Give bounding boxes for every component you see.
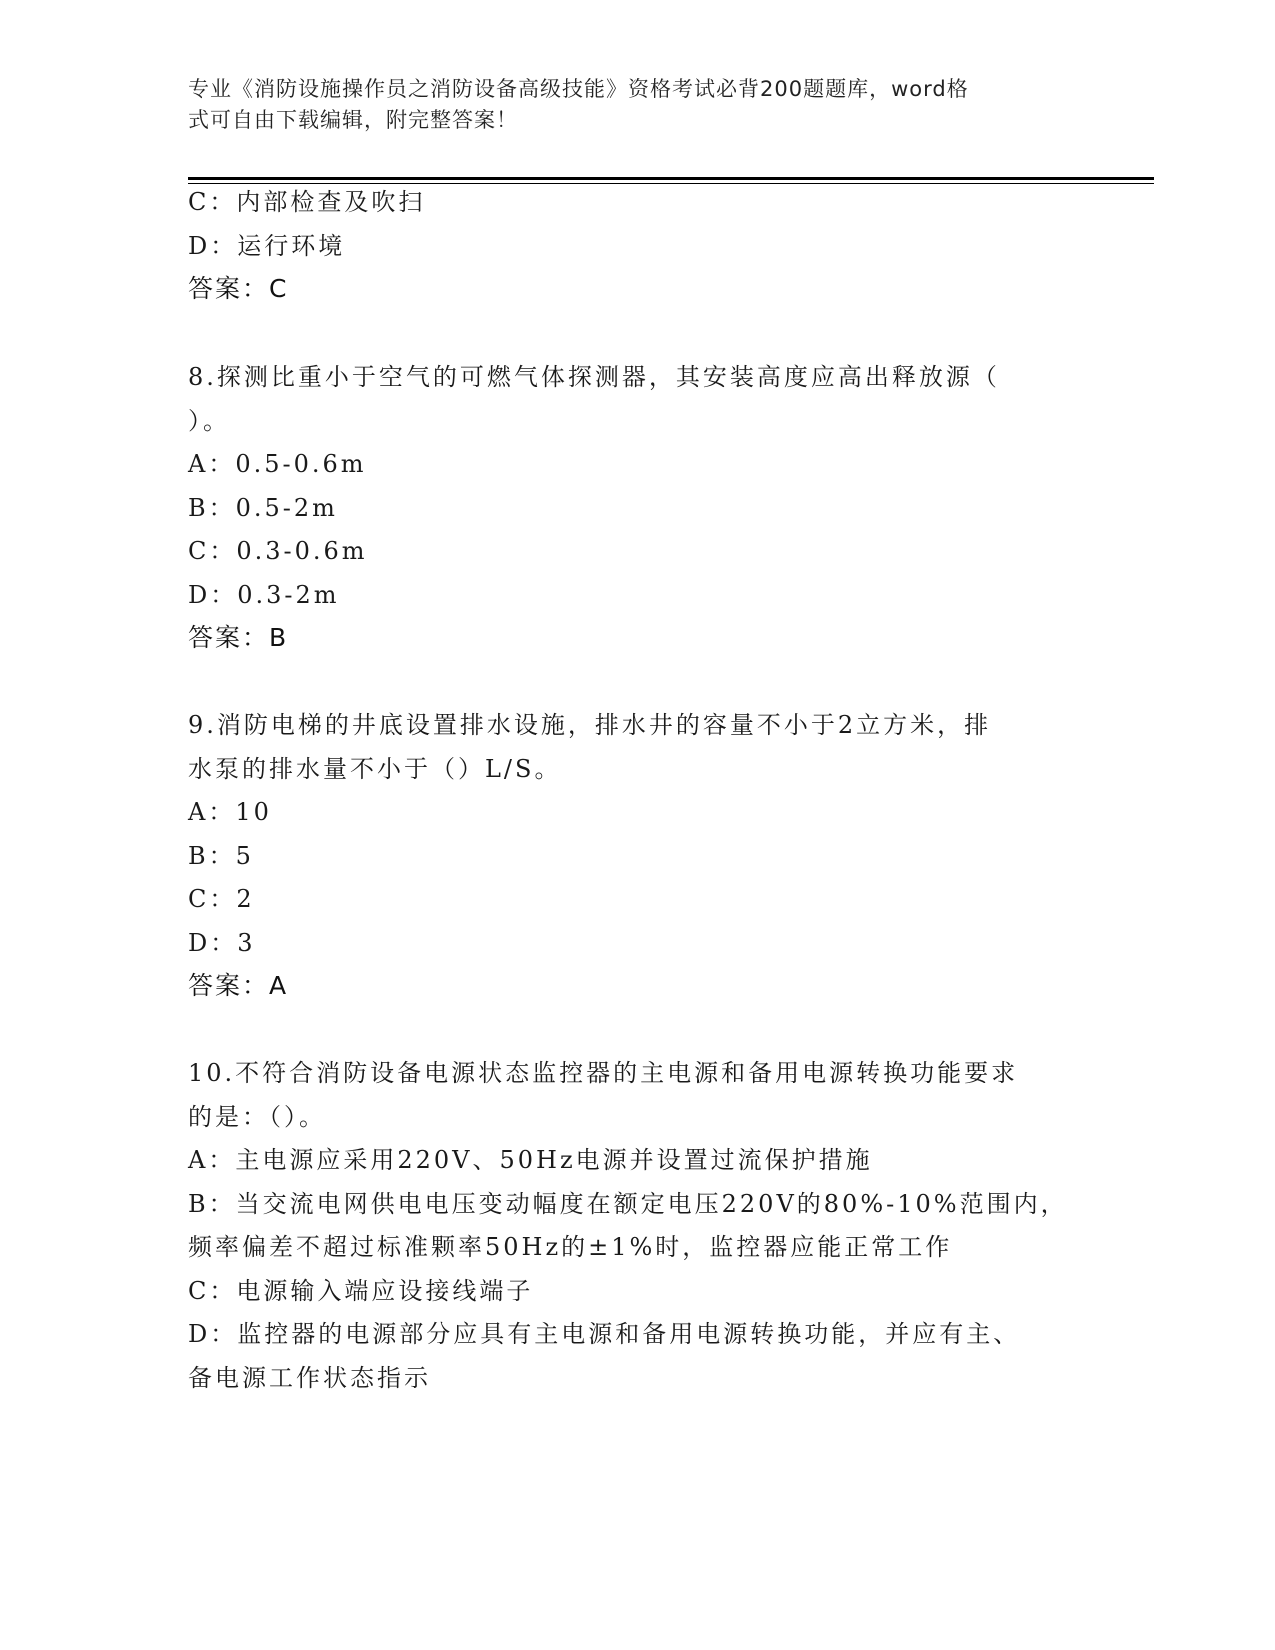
option-b-cont: 频率偏差不超过标准颗率50Hz的±1%时，监控器应能正常工作 <box>188 1233 953 1261</box>
question-9-text: 9.消防电梯的井底设置排水设施，排水井的容量不小于2立方米，排 <box>188 711 992 739</box>
question-8-text-cont: ）。 <box>188 407 230 435</box>
option-d: D：运行环境 <box>188 232 346 260</box>
question-8-text: 8.探测比重小于空气的可燃气体探测器，其安装高度应高出释放源（ <box>188 363 1000 391</box>
option-a: A：0.5-0.6m <box>188 450 367 478</box>
option-d: D：3 <box>188 929 256 957</box>
option-d: D：0.3-2m <box>188 581 340 609</box>
question-10-text-cont: 的是：（）。 <box>188 1103 326 1131</box>
option-b: B：当交流电网供电电压变动幅度在额定电压220V的80%-10%范围内， <box>188 1190 1068 1218</box>
option-b: B：0.5-2m <box>188 494 338 522</box>
header-divider-thick <box>188 177 1154 180</box>
header-divider-thin <box>188 183 1154 184</box>
question-10-text: 10.不符合消防设备电源状态监控器的主电源和备用电源转换功能要求 <box>188 1059 1019 1087</box>
option-c: C：电源输入端应设接线端子 <box>188 1277 534 1305</box>
header-line-2: 式可自由下载编辑，附完整答案！ <box>188 108 518 132</box>
option-c: C：0.3-0.6m <box>188 537 368 565</box>
answer-line: 答案：B <box>188 623 289 652</box>
option-b: B：5 <box>188 842 254 870</box>
question-9-text-cont: 水泵的排水量不小于（）L/S。 <box>188 755 562 783</box>
option-d: D：监控器的电源部分应具有主电源和备用电源转换功能，并应有主、 <box>188 1320 1021 1348</box>
option-c: C：内部检查及吹扫 <box>188 188 426 216</box>
answer-line: 答案：C <box>188 274 289 303</box>
document-header <box>188 74 1068 136</box>
option-c: C：2 <box>188 885 255 913</box>
answer-line: 答案：A <box>188 971 289 1000</box>
header-line-1: 专业《消防设施操作员之消防设备高级技能》资格考试必背200题题库，word格 <box>188 77 969 101</box>
option-a: A：主电源应采用220V、50Hz电源并设置过流保护措施 <box>188 1146 873 1174</box>
option-d-cont: 备电源工作状态指示 <box>188 1364 431 1392</box>
option-a: A：10 <box>188 798 272 826</box>
